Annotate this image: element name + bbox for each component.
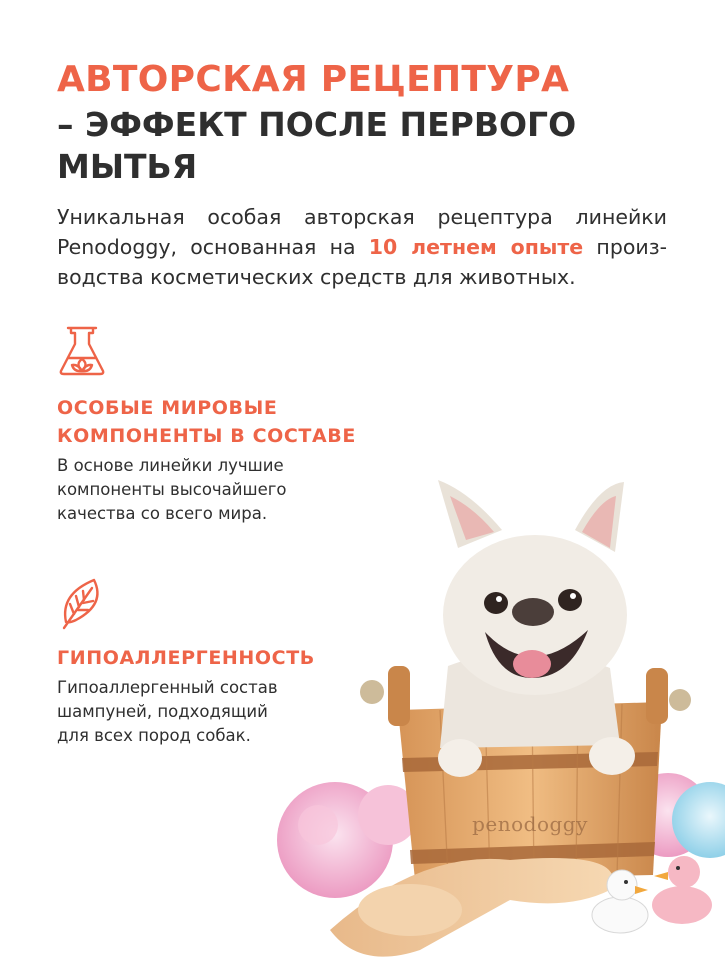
feature-1-text xyxy=(57,454,287,526)
tub-logo: penodoggy xyxy=(472,812,588,836)
intro-highlight: 10 летнем опыте xyxy=(368,235,584,259)
flask-with-leaf-icon xyxy=(54,322,110,378)
headline-line-2: – ЭФФЕКТ ПОСЛЕ ПЕРВОГО xyxy=(57,105,577,144)
feature-1-title-line-1: ОСОБЫЕ МИРОВЫЕ xyxy=(57,397,278,419)
french-bulldog xyxy=(438,480,635,777)
headline-main xyxy=(57,104,577,188)
feature-2-text-line-2: шампуней, подходящий xyxy=(57,702,268,721)
feature-2-text xyxy=(57,676,278,748)
headline-line-3: МЫТЬЯ xyxy=(57,147,198,186)
headline-accent: АВТОРСКАЯ РЕЦЕПТУРА xyxy=(57,59,570,100)
feature-1-text-line-3: качества со всего мира. xyxy=(57,504,268,523)
intro-text-after: произ-водства косметических средств для животных. xyxy=(57,235,667,289)
feature-2-text-line-1: Гипоаллергенный состав xyxy=(57,678,278,697)
feature-1-text-line-1: В основе линейки лучшие xyxy=(57,456,284,475)
leaf-icon xyxy=(54,574,110,630)
intro-paragraph xyxy=(57,202,667,292)
rubber-duck-pink xyxy=(652,856,712,924)
dog-in-tub-photo xyxy=(270,470,725,970)
feature-1-title-line-2: КОМПОНЕНТЫ В СОСТАВЕ xyxy=(57,425,356,447)
feature-1-text-line-2: компоненты высочайшего xyxy=(57,480,287,499)
feature-2-title-line-1: ГИПОАЛЛЕРГЕННОСТЬ xyxy=(57,647,315,669)
feature-1-title xyxy=(57,394,356,450)
intro-text-before: Уникальная особая авторская рецептура линейки Penodoggy, основанная на xyxy=(57,205,667,259)
feature-2-text-line-3: для всех пород собак. xyxy=(57,726,251,745)
